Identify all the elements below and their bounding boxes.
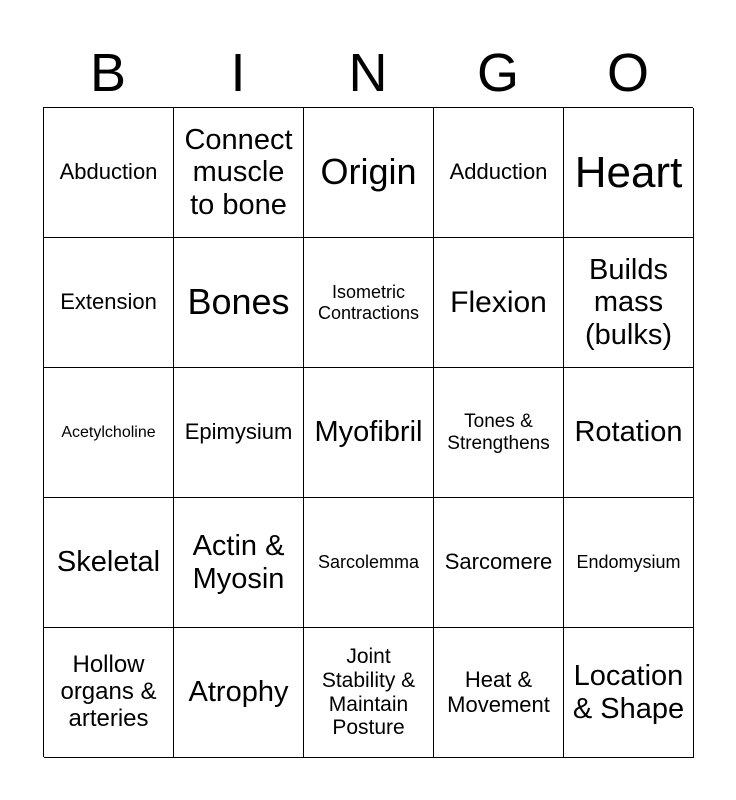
bingo-cell-r3-c1[interactable] bbox=[44, 368, 174, 498]
cell-text: Skeletal bbox=[56, 546, 161, 579]
cell-text: Isometric Contractions bbox=[317, 282, 420, 323]
bingo-cell-r3-c4[interactable] bbox=[434, 368, 564, 498]
cell-text: Flexion bbox=[450, 285, 547, 319]
bingo-cell-r5-c2[interactable] bbox=[174, 628, 304, 758]
header-letter-o: O bbox=[606, 43, 649, 103]
cell-text: Endomysium bbox=[576, 552, 681, 573]
cell-text: Connect muscle to bone bbox=[184, 123, 293, 221]
cell-text: Atrophy bbox=[188, 676, 289, 709]
bingo-cell-r4-c2[interactable] bbox=[174, 498, 304, 628]
cell-text: Myofibril bbox=[314, 416, 423, 449]
bingo-cell-r4-c5[interactable] bbox=[564, 498, 694, 628]
bingo-cell-r5-c3[interactable] bbox=[304, 628, 434, 758]
bingo-cell-r2-c2[interactable] bbox=[174, 238, 304, 368]
cell-text: Tones & Strengthens bbox=[447, 411, 550, 454]
bingo-cell-r5-c1[interactable] bbox=[44, 628, 174, 758]
bingo-cell-r1-c4[interactable] bbox=[434, 108, 564, 238]
cell-text: Location & Shape bbox=[572, 660, 685, 725]
bingo-cell-r1-c3[interactable] bbox=[304, 108, 434, 238]
bingo-cell-r1-c1[interactable] bbox=[44, 108, 174, 238]
bingo-cell-r1-c2[interactable] bbox=[174, 108, 304, 238]
cell-text: Bones bbox=[187, 281, 290, 323]
bingo-cell-r5-c4[interactable] bbox=[434, 628, 564, 758]
cell-text: Abduction bbox=[59, 159, 158, 185]
bingo-cell-r2-c4[interactable] bbox=[434, 238, 564, 368]
bingo-cell-r4-c3[interactable] bbox=[304, 498, 434, 628]
bingo-board bbox=[43, 107, 693, 757]
bingo-cell-r1-c5[interactable] bbox=[564, 108, 694, 238]
cell-text: Hollow organs & arteries bbox=[60, 651, 157, 732]
bingo-cell-r3-c5[interactable] bbox=[564, 368, 694, 498]
cell-text: Sarcomere bbox=[444, 549, 553, 575]
bingo-cell-r2-c1[interactable] bbox=[44, 238, 174, 368]
bingo-cell-r3-c3[interactable] bbox=[304, 368, 434, 498]
cell-text: Adduction bbox=[449, 159, 548, 185]
cell-text: Joint Stability & Maintain Posture bbox=[321, 645, 416, 740]
cell-text: Sarcolemma bbox=[317, 552, 420, 573]
cell-text: Extension bbox=[60, 289, 157, 315]
cell-text: Rotation bbox=[574, 416, 683, 449]
bingo-cell-r5-c5[interactable] bbox=[564, 628, 694, 758]
header-letter-n: N bbox=[348, 43, 388, 103]
cell-text: Builds mass (bulks) bbox=[584, 253, 672, 351]
bingo-cell-r4-c1[interactable] bbox=[44, 498, 174, 628]
bingo-cell-r3-c2[interactable] bbox=[174, 368, 304, 498]
cell-text: Acetylcholine bbox=[61, 423, 156, 441]
cell-text: Heart bbox=[574, 147, 683, 197]
cell-text: Origin bbox=[320, 151, 417, 193]
cell-text: Epimysium bbox=[184, 419, 293, 445]
header-letter-i: I bbox=[230, 43, 246, 103]
bingo-cell-r2-c3[interactable] bbox=[304, 238, 434, 368]
bingo-cell-r2-c5[interactable] bbox=[564, 238, 694, 368]
bingo-header bbox=[43, 40, 693, 106]
bingo-cell-r4-c4[interactable] bbox=[434, 498, 564, 628]
cell-text: Heat & Movement bbox=[447, 666, 550, 717]
cell-text: Actin & Myosin bbox=[192, 530, 285, 595]
header-letter-g: G bbox=[476, 43, 519, 103]
header-letter-b: B bbox=[89, 43, 127, 103]
